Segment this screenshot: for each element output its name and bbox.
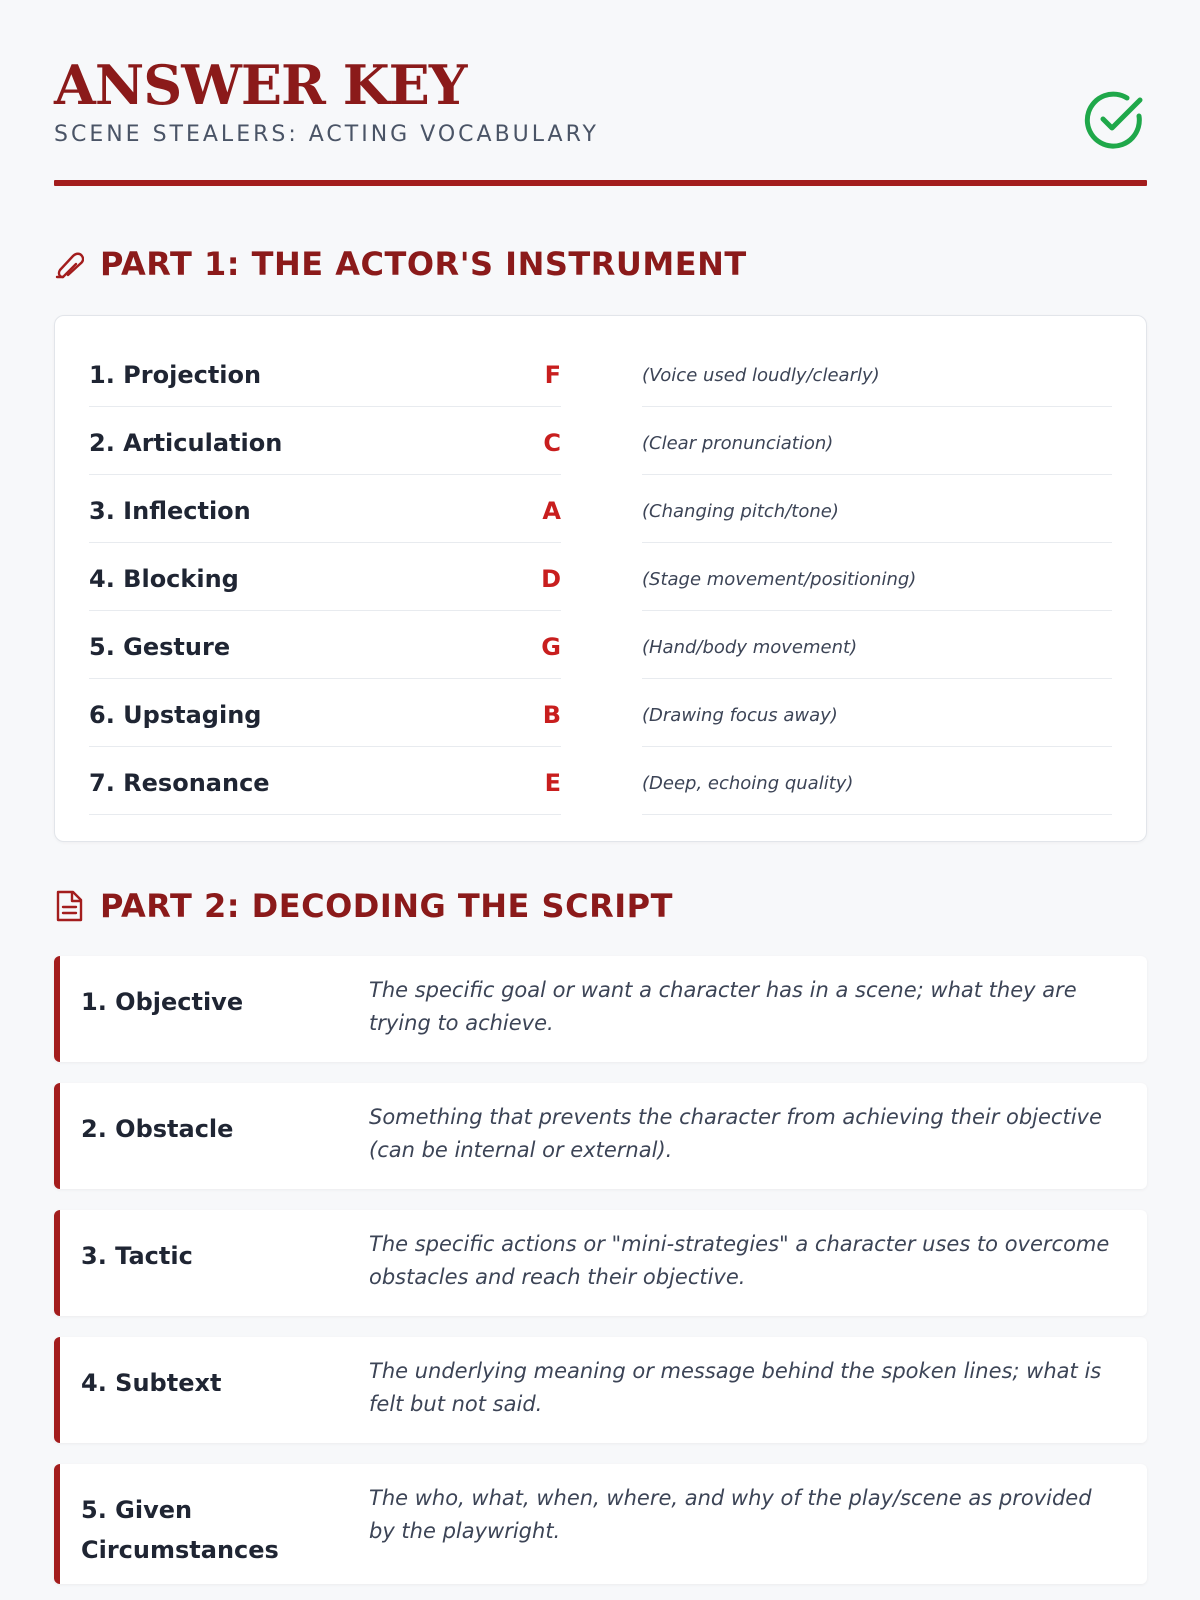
definition-text: The underlying meaning or message behind the spoken lines; what is felt but not said. bbox=[369, 1359, 1102, 1416]
check-circle-icon bbox=[1083, 88, 1147, 152]
part2-heading: PART 2: DECODING THE SCRIPT bbox=[100, 887, 673, 925]
list-item bbox=[89, 611, 1112, 679]
definition-card bbox=[54, 1464, 1147, 1584]
answer-letter: F bbox=[544, 361, 561, 389]
definition-card bbox=[54, 1210, 1147, 1316]
answer-hint: (Clear pronunciation) bbox=[642, 433, 834, 454]
accent-bar bbox=[54, 956, 60, 1062]
answer-hint: (Drawing focus away) bbox=[642, 705, 838, 726]
definition-text: Something that prevents the character from achieving their objective (can be internal or external). bbox=[369, 1105, 1102, 1162]
answer-key-page bbox=[54, 0, 1147, 1564]
answer-letter: E bbox=[544, 769, 561, 797]
part1-answer-card bbox=[54, 315, 1147, 842]
accent-bar bbox=[54, 1083, 60, 1189]
term-label: 2. Obstacle bbox=[81, 1115, 234, 1143]
part2-heading-row bbox=[54, 886, 673, 926]
list-item bbox=[89, 339, 1112, 407]
definition-text: The specific goal or want a character has in a scene; what they are trying to achieve. bbox=[369, 978, 1077, 1035]
term-label: 3. Inflection bbox=[89, 497, 251, 525]
answer-hint: (Voice used loudly/clearly) bbox=[642, 365, 880, 386]
page-subtitle: SCENE STEALERS: ACTING VOCABULARY bbox=[54, 122, 599, 147]
header-divider bbox=[54, 180, 1147, 186]
microphone-icon bbox=[54, 247, 84, 281]
definition-text: The specific actions or "mini-strategies" a character uses to overcome obstacles and reach their objective. bbox=[369, 1232, 1110, 1289]
term-label: 5. Gesture bbox=[89, 633, 231, 661]
definition-text: The who, what, when, where, and why of the play/scene as provided by the playwright. bbox=[369, 1486, 1092, 1543]
answer-letter: G bbox=[541, 633, 561, 661]
term-label: 3. Tactic bbox=[81, 1242, 193, 1270]
definition-card bbox=[54, 956, 1147, 1062]
list-item bbox=[89, 543, 1112, 611]
accent-bar bbox=[54, 1464, 60, 1584]
answer-letter: B bbox=[542, 701, 561, 729]
accent-bar bbox=[54, 1337, 60, 1443]
answer-letter: A bbox=[542, 497, 561, 525]
term-label: 4. Blocking bbox=[89, 565, 239, 593]
term-label: 6. Upstaging bbox=[89, 701, 262, 729]
document-icon bbox=[54, 889, 84, 923]
term-label: 4. Subtext bbox=[81, 1369, 222, 1397]
term-label: 1. Objective bbox=[81, 988, 244, 1016]
part1-heading-row bbox=[54, 244, 747, 284]
term-label: 2. Articulation bbox=[89, 429, 283, 457]
answer-letter: D bbox=[541, 565, 561, 593]
definition-card bbox=[54, 1083, 1147, 1189]
header bbox=[54, 0, 1147, 187]
term-label: 5. Given Circumstances bbox=[81, 1496, 279, 1564]
list-item bbox=[89, 747, 1112, 815]
answer-letter: C bbox=[543, 429, 561, 457]
accent-bar bbox=[54, 1210, 60, 1316]
page-title: ANSWER KEY bbox=[54, 53, 467, 117]
term-label: 1. Projection bbox=[89, 361, 262, 389]
list-item bbox=[89, 475, 1112, 543]
part1-heading: PART 1: THE ACTOR'S INSTRUMENT bbox=[100, 245, 747, 283]
list-item bbox=[89, 679, 1112, 747]
answer-hint: (Deep, echoing quality) bbox=[642, 773, 854, 794]
list-item bbox=[89, 407, 1112, 475]
answer-hint: (Changing pitch/tone) bbox=[642, 501, 839, 522]
answer-hint: (Hand/body movement) bbox=[642, 637, 858, 658]
term-label: 7. Resonance bbox=[89, 769, 270, 797]
definition-card bbox=[54, 1337, 1147, 1443]
answer-hint: (Stage movement/positioning) bbox=[642, 569, 917, 590]
